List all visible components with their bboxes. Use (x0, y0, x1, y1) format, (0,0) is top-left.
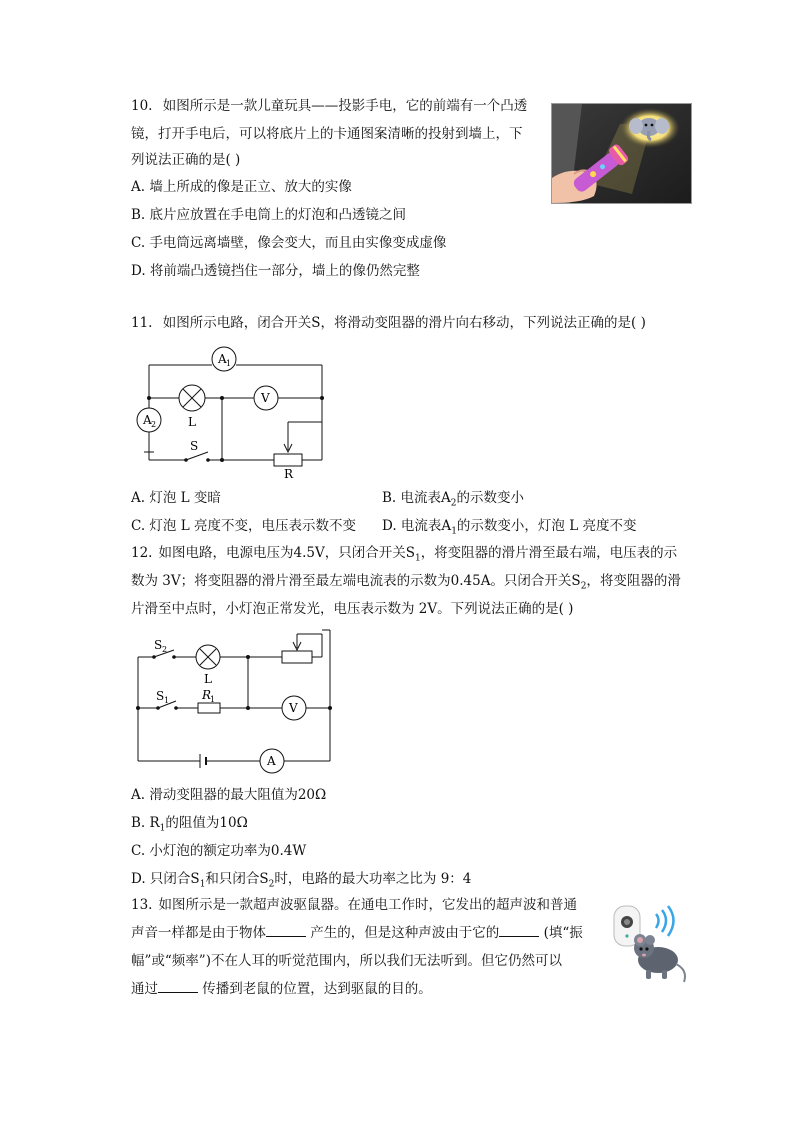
ammeter-a1-sub: 1 (226, 359, 232, 368)
q13-stem-1: 如图所示是一款超声波驱鼠器。在通电工作时，它发出的超声波和普通 (158, 897, 577, 913)
q13-line-2 (131, 923, 583, 943)
q10-stem-2: 镜，打开手电后，可以将底片上的卡通图案清晰的投射到墙上，下 (131, 126, 523, 142)
q10-option-d[interactable]: D. 将前端凸透镜挡住一部分，墙上的像仍然完整 (131, 263, 420, 279)
q12-option-c[interactable]: C. 小灯泡的额定功率为0.4W (131, 843, 307, 859)
q10-stem-1: 如图所示是一款儿童玩具——投影手电，它的前端有一个凸透 (162, 98, 528, 114)
ultrasonic-repeller-picture (604, 900, 692, 988)
q12-l1a: 如图电路，电源电压为4.5V，只闭合开关S (158, 545, 415, 561)
q12-l1sub: 1 (414, 553, 421, 564)
q13-blank-1[interactable] (266, 924, 306, 937)
resistor-r1-sub: 1 (210, 695, 216, 704)
q10-option-a[interactable]: A. 墙上所成的像是正立、放大的实像 (131, 179, 352, 195)
q12-l1b: ，将变阻器的滑片滑至最右端，电压表的示 (420, 545, 678, 561)
q12-voltmeter-label: V (289, 701, 298, 715)
q12-line-3: 片滑至中点时，小灯泡正常发光，电压表示数为 2V。下列说法正确的是( ) (131, 601, 574, 617)
q11-option-b-sub: 2 (450, 498, 457, 509)
q12-l2b: ，将变阻器的滑 (586, 573, 681, 589)
q11-option-b-post: 的示数变小 (456, 490, 524, 506)
q11-option-d[interactable] (382, 516, 636, 542)
q11-number: 11. (131, 315, 153, 331)
voltmeter-label: V (261, 391, 270, 405)
q12-option-d[interactable] (131, 869, 471, 895)
q11-stem: 如图所示电路，闭合开关S，将滑动变阻器的滑片向右移动，下列说法正确的是( ) (162, 315, 646, 331)
switch-s2-sub: 2 (162, 645, 168, 654)
q12-lamp-label: L (204, 672, 212, 686)
q12-option-b[interactable] (131, 813, 248, 839)
q12-option-d-sub2: 2 (268, 879, 275, 890)
q11-option-d-pre: D. 电流表A (382, 518, 452, 534)
q11-line (131, 313, 646, 333)
q12-option-d-post: 时，电路的最大功率之比为 9：4 (274, 871, 472, 887)
ammeter-a1-label: A (218, 352, 227, 366)
resistor-r1-label: R (202, 688, 212, 702)
q10-stem-3: 列说法正确的是( ) (131, 152, 241, 168)
ammeter-a2-sub: 2 (151, 420, 157, 429)
q11-circuit-diagram (128, 342, 338, 482)
q13-blank-2[interactable] (499, 924, 539, 937)
q10-option-c[interactable]: C. 手电筒远离墙壁，像会变大，而且由实像变成虚像 (131, 235, 447, 251)
q13-l2c: (填“振 (539, 925, 583, 941)
q13-line-3: 幅”或“频率”)不在人耳的听觉范围内，所以我们无法听到。但它仍然可以 (131, 953, 562, 969)
q11-option-d-sub: 1 (451, 526, 457, 537)
switch-s1-label: S (156, 689, 165, 703)
q12-l2sub: 2 (580, 581, 587, 592)
q12-option-b-pre: B. R (131, 815, 160, 831)
ammeter-a2-label: A (143, 413, 152, 427)
rheostat-label: R (284, 467, 294, 481)
q13-l2a: 声音一样都是由于物体 (131, 925, 266, 941)
q13-l4a: 通过 (131, 981, 158, 997)
q12-option-b-post: 的阻值为10Ω (165, 815, 248, 831)
q12-ammeter-label: A (267, 754, 276, 768)
switch-s1-sub: 1 (164, 696, 170, 705)
q11-option-c[interactable]: C. 灯泡 L 亮度不变，电压表示数不变 (131, 518, 356, 534)
q10-line-1 (131, 96, 527, 116)
q12-line-1 (131, 543, 677, 569)
q13-number: 13. (131, 897, 153, 913)
q11-option-d-post: 的示数变小，灯泡 L 亮度不变 (456, 518, 637, 534)
q13-line-4 (131, 979, 432, 999)
switch-label: S (190, 439, 199, 453)
q12-option-d-pre: D. 只闭合S (131, 871, 200, 887)
q13-blank-3[interactable] (158, 980, 198, 993)
q10-number: 10. (131, 98, 153, 114)
projector-flashlight-photo (551, 103, 692, 204)
q12-l2a: 数为 3V；将变阻器的滑片滑至最左端电流表的示数为0.45A。只闭合开关S (131, 573, 581, 589)
q11-option-a[interactable]: A. 灯泡 L 变暗 (131, 490, 221, 506)
q13-l4b: 传播到老鼠的位置，达到驱鼠的目的。 (198, 981, 432, 997)
lamp-label: L (188, 415, 196, 429)
q12-number: 12. (131, 545, 153, 561)
q13-l2b: 产生的，但是这种声波由于它的 (306, 925, 500, 941)
q12-option-d-mid: 和只闭合S (205, 871, 269, 887)
q12-option-a[interactable]: A. 滑动变阻器的最大阻值为20Ω (131, 787, 327, 803)
q12-option-b-sub: 1 (159, 823, 166, 834)
q12-line-2 (131, 571, 681, 597)
q11-option-b[interactable] (382, 488, 524, 514)
q13-line-1 (131, 895, 577, 915)
q12-option-d-sub1: 1 (199, 879, 206, 890)
q11-option-b-pre: B. 电流表A (382, 490, 451, 506)
switch-s2-label: S (154, 638, 163, 652)
q12-circuit-diagram (128, 626, 338, 776)
q10-option-b[interactable]: B. 底片应放置在手电筒上的灯泡和凸透镜之间 (131, 207, 407, 223)
